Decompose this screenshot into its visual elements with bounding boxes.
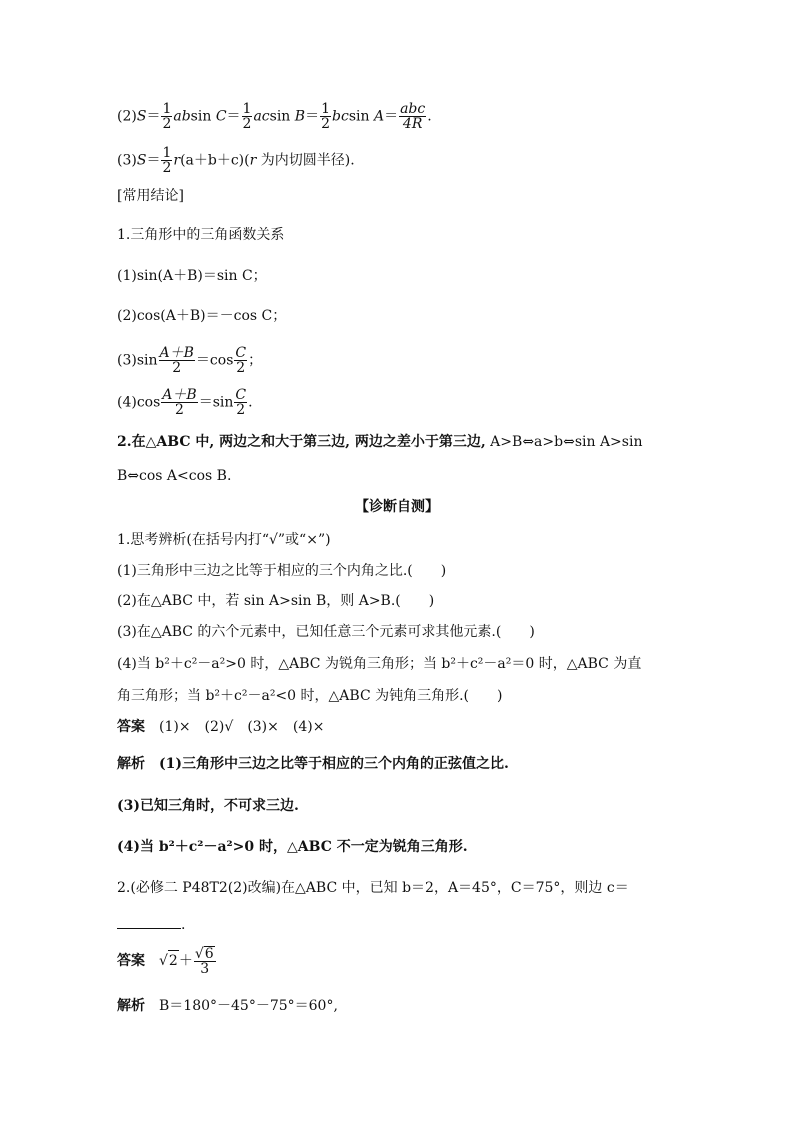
q1-analysis-3: (3)已知三角时，不可求三边. xyxy=(117,798,299,814)
q1-statement-4-line1: (4)当 b²＋c²－a²>0 时，△ABC 为锐角三角形；当 b²＋c²－a²＝0 时，△ABC 为直 xyxy=(117,656,642,672)
fraction-half: $\frac{1}{2}$ xyxy=(162,101,172,132)
q2-title: 2.(必修二 P48T2(2)改编)在△ABC 中，已知 b＝2，A＝45°，C＝75°，则边 c＝ xyxy=(117,880,629,896)
fraction-half: $\frac{1}{2}$ xyxy=(162,145,172,176)
section-label: [常用结论] xyxy=(117,188,184,204)
fraction-abc-4r: $\frac{\text{abc}}{4R}$ xyxy=(400,101,426,132)
q1-statement-4-line2: 角三角形；当 b²＋c²－a²<0 时，△ABC 为钝角三角形.( ) xyxy=(117,688,503,704)
area-formula-2: (2)S＝ $\frac{1}{2}$ absin C＝ $\frac{1}{2}$ acsin B＝ $\frac{1}{2}$ bcsin A＝ $\frac{\text{abc}}{4R}$ . xyxy=(117,101,432,132)
q2-analysis: 解析 B＝180°－45°－75°＝60°, xyxy=(117,998,338,1014)
q2-answer-blank: . xyxy=(117,915,185,935)
fraction-a-plus-b: $\frac{A+B}{2}$ xyxy=(159,345,194,376)
fraction-c-half: $\frac{C}{2}$ xyxy=(235,345,247,376)
answer-blank[interactable] xyxy=(117,918,181,929)
q1-analysis-4: (4)当 b²＋c²－a²>0 时，△ABC 不一定为锐角三角形. xyxy=(117,839,468,855)
area-formula-3: (3)S＝ $\frac{1}{2}$ r(a＋b＋c)(r 为内切圆半径). xyxy=(117,145,355,176)
sqrt-icon: √ xyxy=(194,946,204,962)
formula-cos-half: (4)cos $\frac{A+B}{2}$ ＝sin $\frac{C}{2}$ . xyxy=(117,387,253,418)
q2-answer: 答案 √2＋ $\frac{√6}{3}$ xyxy=(117,946,214,977)
formula-sin-sum: (1)sin(A＋B)＝sin C； xyxy=(117,268,267,284)
fraction-a-plus-b: $\frac{A+B}{2}$ xyxy=(162,387,197,418)
q1-answer: 答案 (1)× (2)√ (3)× (4)× xyxy=(117,719,325,735)
fraction-c-half: $\frac{C}{2}$ xyxy=(235,387,247,418)
q1-statement-3: (3)在△ABC 的六个元素中，已知任意三个元素可求其他元素.( ) xyxy=(117,624,535,640)
conclusion-2-line1: 2.在△ABC 中, 两边之和大于第三边, 两边之差小于第三边, A>B⇔a>b⇔sin A>sin xyxy=(117,434,643,450)
formula-cos-sum: (2)cos(A＋B)＝－cos C； xyxy=(117,308,287,324)
q1-statement-2: (2)在△ABC 中，若 sin A>sin B，则 A>B.( ) xyxy=(117,593,435,609)
q1-statement-1: (1)三角形中三边之比等于相应的三个内角之比.( ) xyxy=(117,563,447,579)
self-test-heading: 【诊断自测】 xyxy=(355,499,439,515)
fraction-half: $\frac{1}{2}$ xyxy=(321,101,330,132)
fraction-sqrt6-over-3: $\frac{√6}{3}$ xyxy=(194,946,214,977)
q1-analysis-1: 解析 (1)三角形中三边之比等于相应的三个内角的正弦值之比. xyxy=(117,756,509,772)
formula-sin-half: (3)sin $\frac{A+B}{2}$ ＝cos $\frac{C}{2}$ ； xyxy=(117,345,263,376)
conclusion-2-line2: B⇔cos A<cos B. xyxy=(117,468,232,484)
conclusion-1-title: 1.三角形中的三角函数关系 xyxy=(117,227,285,243)
sqrt-icon: √ xyxy=(159,953,168,969)
q1-title: 1.思考辨析(在括号内打“√”或“×”) xyxy=(117,532,331,548)
fraction-half: $\frac{1}{2}$ xyxy=(242,101,252,132)
